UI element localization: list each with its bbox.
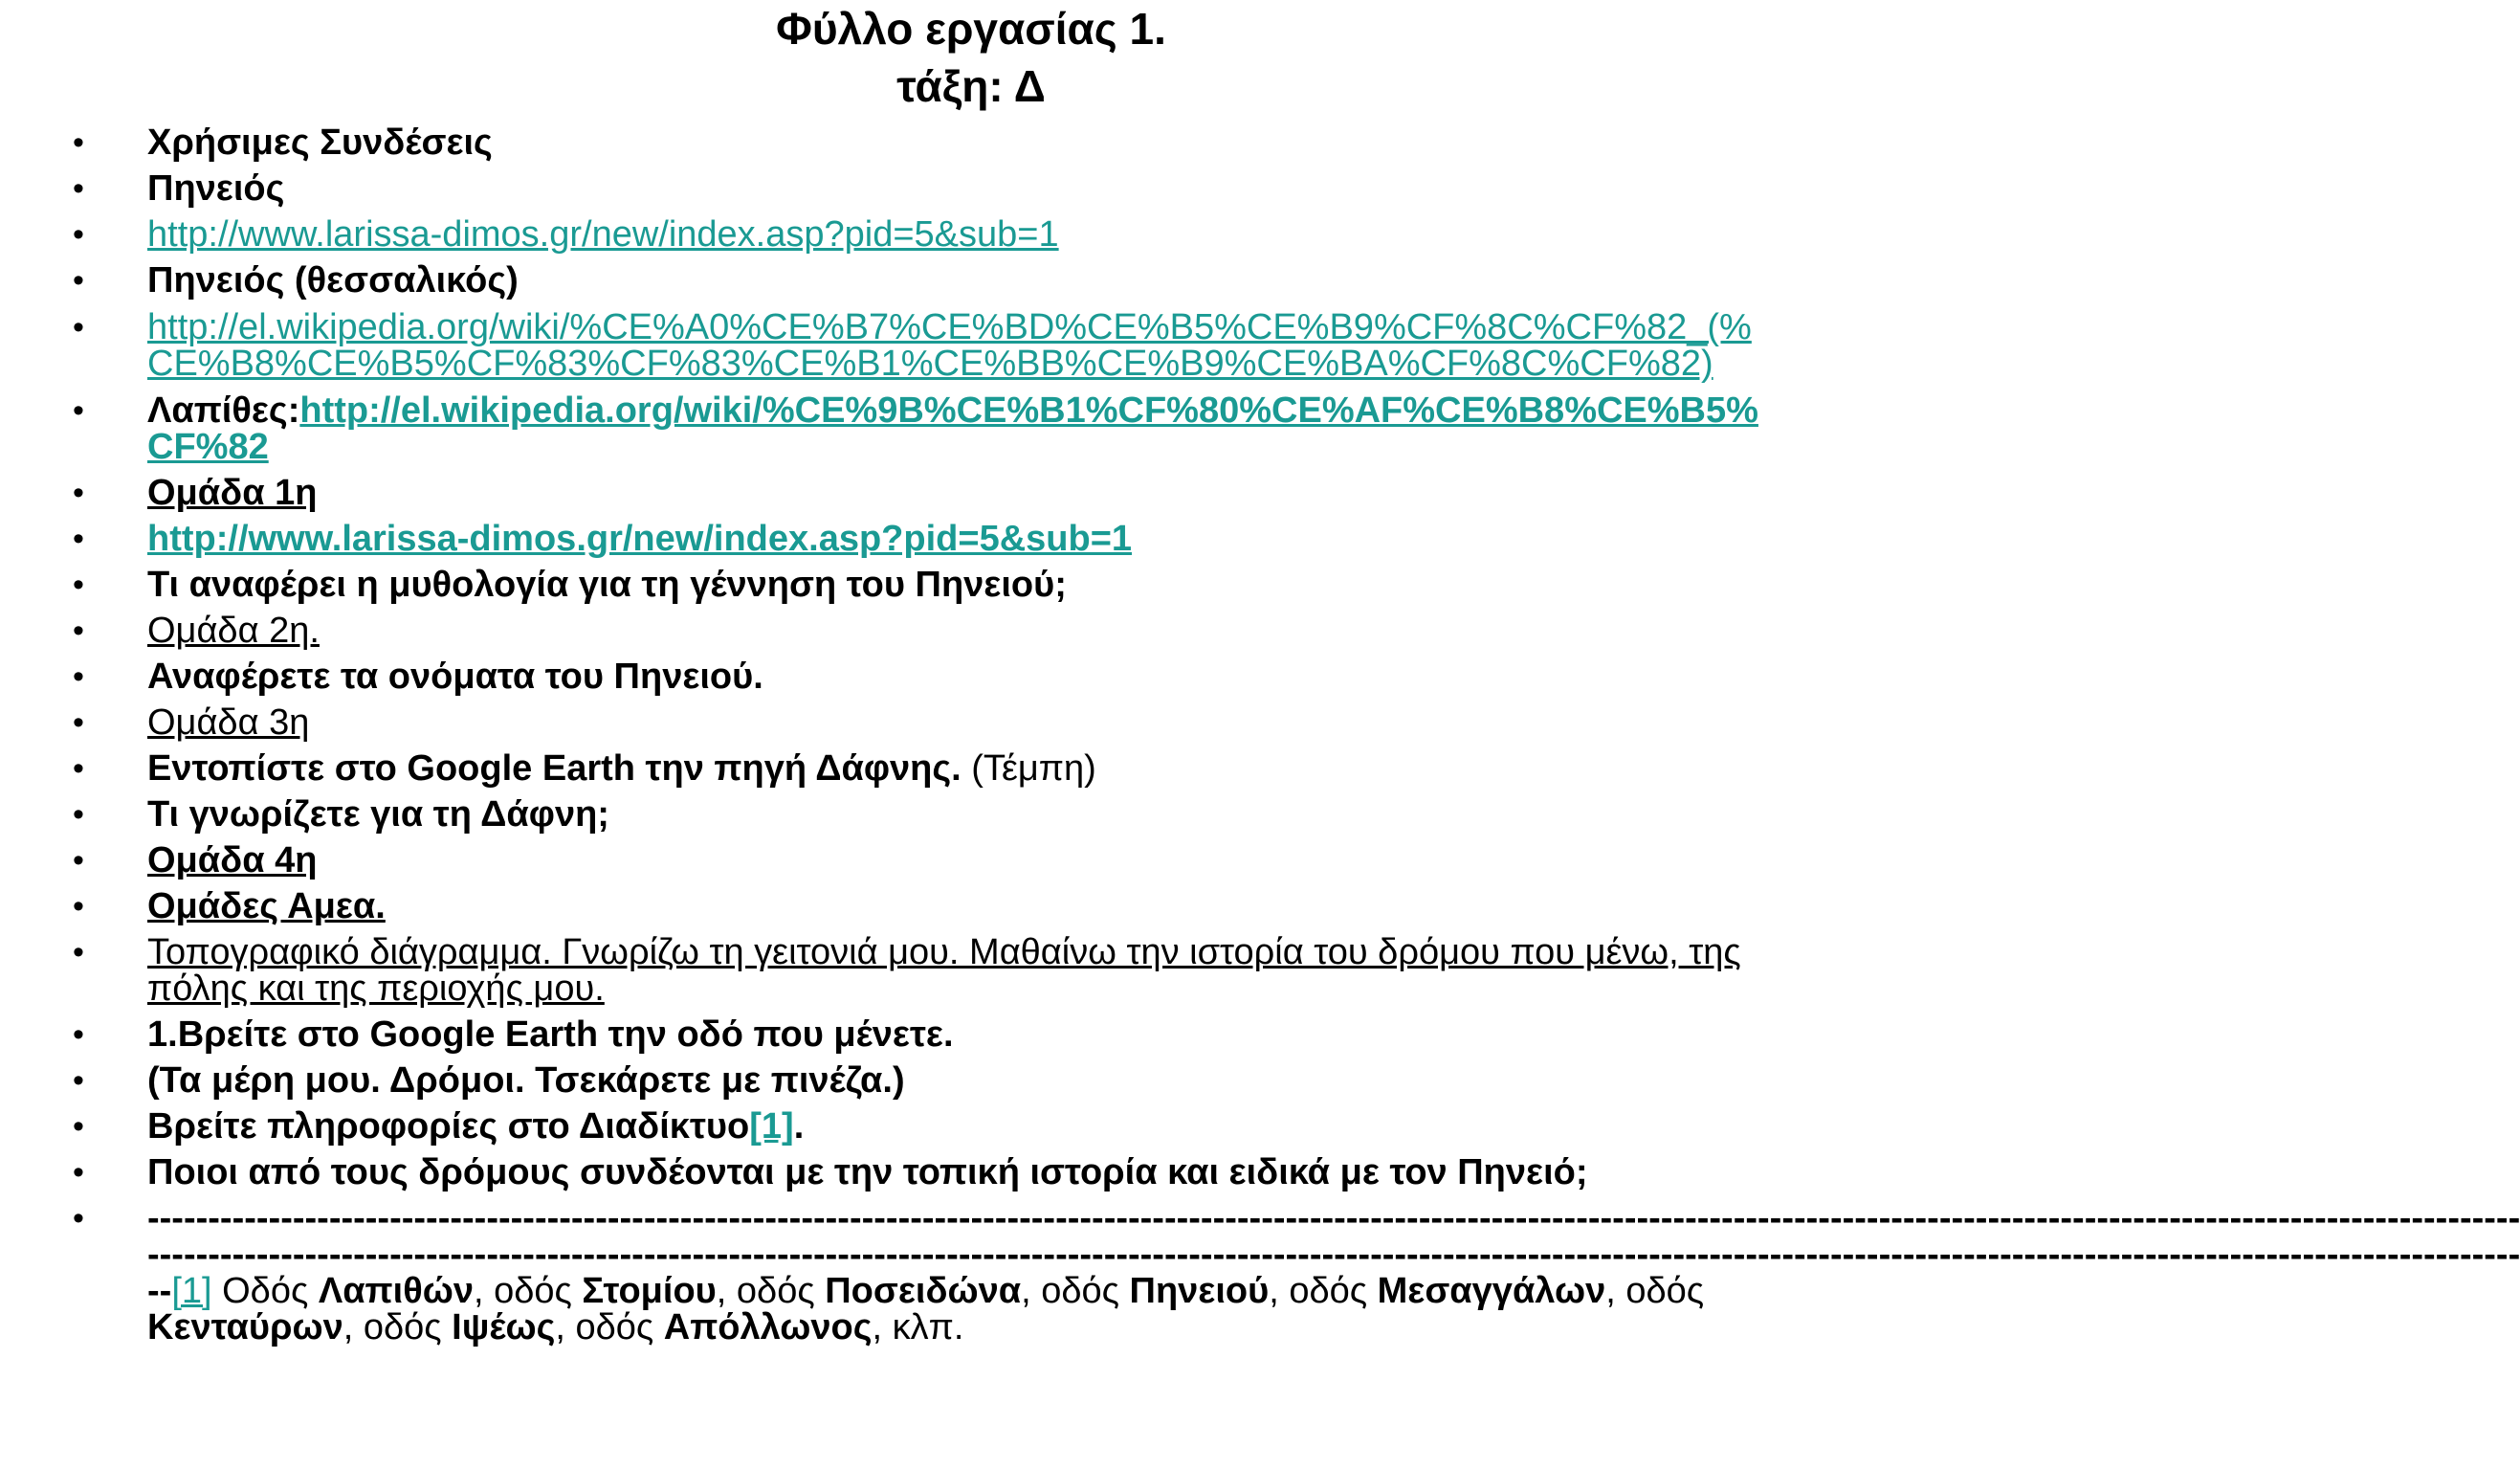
list-item-pineios-thessalikos: • Πηνειός (θεσσαλικός) <box>147 262 1841 299</box>
list-item-pineios: • Πηνειός <box>147 170 1841 207</box>
list-item-group-4: • Ομάδα 4η <box>147 842 1841 879</box>
link-line-2: CE%B8%CE%B5%CF%83%CF%83%CE%B1%CE%BB%CE%B9%CE%BA%CF%8C%CF%82) <box>147 344 1713 384</box>
title-line-2-class: τάξη: Δ <box>896 61 1046 111</box>
larissa-dimos-link[interactable]: http://www.larissa-dimos.gr/new/index.asp?pid=5&sub=1 <box>147 214 1059 255</box>
list-item-group-2: • Ομάδα 2η. <box>147 612 1841 649</box>
list-item-find-info: • Βρείτε πληροφορίες στο Διαδίκτυο[1]. <box>147 1108 1841 1145</box>
larissa-dimos-link-bold[interactable]: http://www.larissa-dimos.gr/new/index.asp?pid=5&sub=1 <box>147 519 1133 559</box>
link-line-1: http://el.wikipedia.org/wiki/%CE%A0%CE%B7%CE%BD%CE%B5%CE%B9%CF%8C%CF%82_(% <box>147 307 1752 347</box>
footnote-separator-1: • ---------------------------------------------------------------------------------------------------------------------------------------------------------------------------------------------------- <box>147 1198 2520 1238</box>
list-item-topographic-diagram: • Τοπογραφικό διάγραμμα. Γνωρίζω τη γειτονιά μου. Μαθαίνω την ιστορία του δρόμου που μένω, της πόλης και της περιοχής μου. <box>147 934 1841 1007</box>
footnote-backref-link[interactable]: [1] <box>171 1271 212 1311</box>
list-item-mythology-question: • Τι αναφέρει η μυθολογία για τη γέννηση του Πηνειού; <box>147 567 1841 603</box>
list-item-google-earth-dafni: • Εντοπίστε στο Google Earth την πηγή Δάφνης. (Τέμπη) <box>147 750 1841 787</box>
list-item-names-question: • Αναφέρετε τα ονόματα του Πηνειού. <box>147 658 1841 695</box>
list-item-streets-question: • Ποιοι από τους δρόμους συνδέονται με την τοπική ιστορία και ειδικά με τον Πηνειό; <box>147 1154 1841 1191</box>
wikipedia-lapithes-link[interactable]: http://el.wikipedia.org/wiki/%CE%9B%CE%B1%CF%80%CE%AF%CE%B8%CE%B5% CF%82 <box>147 390 1758 467</box>
lapithes-label: Λαπίθες: <box>147 390 300 431</box>
list-item-larissa-link <box>147 216 1841 253</box>
list-item-dafni-question: • Τι γνωρίζετε για τη Δάφνη; <box>147 796 1841 833</box>
list-item-find-street: • 1.Βρείτε στο Google Earth την οδό που μένετε. <box>147 1016 1841 1053</box>
list-item-group-1-link <box>147 521 1841 557</box>
wikipedia-pineios-link[interactable] <box>147 307 1752 384</box>
list-item-group-1: • Ομάδα 1η <box>147 475 1841 511</box>
list-item-groups-amea: • Ομάδες Αμεα. <box>147 888 1841 924</box>
list-item-wikipedia-pineios-link <box>147 309 1841 382</box>
list-item-useful-links: • Χρήσιμες Συνδέσεις <box>147 124 1841 161</box>
footnote-separator-2: ---------------------------------------------------------------------------------------------------------------------------------------------------------------------------------------------------- <box>147 1235 2520 1275</box>
footnote-ref-link[interactable]: [1] <box>749 1106 794 1147</box>
list-item-my-places: • (Τα μέρη μου. Δρόμοι. Τσεκάρετε με πινέζα.) <box>147 1062 1841 1099</box>
title-line-1: Φύλλο εργασίας 1. <box>776 4 1166 54</box>
list-item-group-3: • Ομάδα 3η <box>147 704 1841 741</box>
footnote-text: --[1] Οδός Λαπιθών, οδός Στομίου, οδός Ποσειδώνα, οδός Πηνειού, οδός Μεσαγγάλων, οδός Κενταύρων, οδός Ιψέως, οδός Απόλλωνος, κλπ. <box>147 1271 1705 1348</box>
list-item-lapithes <box>147 392 1841 465</box>
list-item-footnote <box>147 1198 2520 1348</box>
